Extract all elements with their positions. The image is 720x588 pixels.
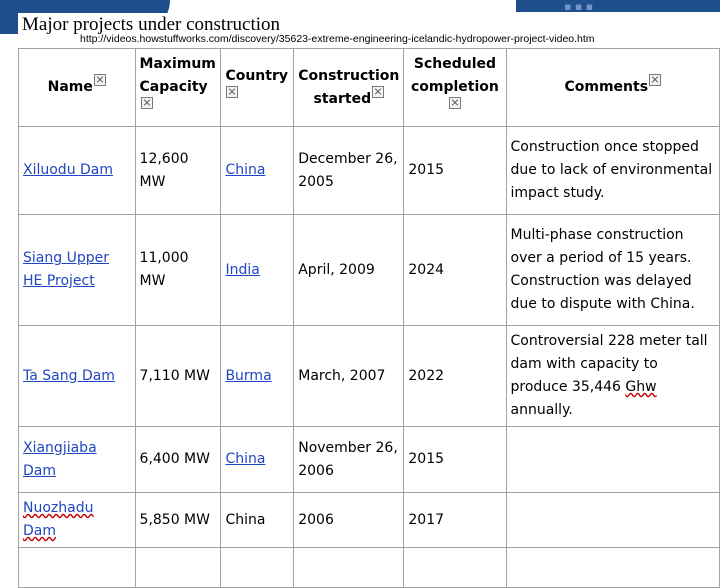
cell-country [221,548,294,588]
header-completion-line1: Scheduled [413,56,497,72]
source-link[interactable]: http://videos.howstuffworks.com/discovery/35623-extreme-engineering-icelandic-hydropower-project-video.htm [80,33,595,45]
header-started-line2: started [313,90,372,107]
dam-link[interactable]: Xiangjiaba Dam [23,439,97,479]
cell-name[interactable] [19,215,136,326]
header-country-label: Country [225,67,288,84]
cell-comment [506,427,719,493]
cell-capacity: 6,400 MW [135,427,221,493]
cell-comment: Multi-phase construction over a period of 15 years. Construction was delayed due to dispute with China. [506,215,719,326]
comment-unit: Ghw [625,379,657,395]
table-row [19,493,720,548]
header-capacity-line1: Maximum [139,56,216,72]
cell-country[interactable] [221,215,294,326]
header-completion[interactable] [404,49,506,127]
cell-name[interactable] [19,127,136,215]
cell-comment [506,493,719,548]
cell-country[interactable] [221,326,294,427]
header-started[interactable] [294,49,404,127]
table-row [19,427,720,493]
header-row [19,49,720,127]
cell-capacity: 11,000 MW [135,215,221,326]
cell-name[interactable] [19,427,136,493]
dam-link[interactable]: Ta Sang Dam [23,367,115,384]
cell-country[interactable] [221,427,294,493]
cell-started: April, 2009 [294,215,404,326]
country-link[interactable]: China [225,162,266,178]
cell-capacity: 12,600 MW [135,127,221,215]
cell-country[interactable] [221,127,294,215]
country-link[interactable]: China [225,451,266,467]
header-started-line1: Construction [298,67,400,84]
cell-completion: 2015 [404,427,506,493]
cell-started: December 26, 2005 [294,127,404,215]
header-capacity[interactable] [135,49,221,127]
cell-name [19,548,136,588]
cell-capacity: 5,850 MW [135,493,221,548]
cell-completion [404,548,506,588]
cell-comment: Construction once stopped due to lack of environmental impact study. [506,127,719,215]
slide-title: Major projects under construction [18,13,284,37]
header-capacity-line2: Capacity [139,79,208,95]
sort-filter-icon[interactable] [449,97,461,109]
cell-started: 2006 [294,493,404,548]
table-row [19,548,720,588]
cell-comment [506,548,719,588]
table-row [19,326,720,427]
table-row [19,127,720,215]
cell-name[interactable] [19,493,136,548]
cell-completion: 2022 [404,326,506,427]
projects-table [18,48,720,588]
header-comments-label: Comments [564,79,649,95]
cell-completion: 2017 [404,493,506,548]
country-link[interactable]: India [225,261,260,278]
cell-started [294,548,404,588]
dam-link[interactable]: Xiluodu Dam [23,162,114,178]
cell-name[interactable] [19,326,136,427]
header-country[interactable] [221,49,294,127]
table-row [19,215,720,326]
header-name[interactable] [19,49,136,127]
cell-completion: 2024 [404,215,506,326]
sort-filter-icon[interactable] [94,74,106,86]
banner-right-decoration: ▪▪▪ [516,0,720,12]
header-comments[interactable] [506,49,719,127]
sort-filter-icon[interactable] [649,74,661,86]
cell-started: November 26, 2006 [294,427,404,493]
header-completion-line2: completion [410,79,499,95]
cell-started: March, 2007 [294,326,404,427]
sort-filter-icon[interactable] [226,86,238,98]
comment-text: Controversial 228 meter tall dam with capacity to produce 35,446 [510,333,708,395]
projects-table-viewport[interactable] [18,48,720,539]
sort-filter-icon[interactable] [372,86,384,98]
dam-link[interactable]: Nuozhadu Dam [23,500,94,539]
comment-text-end: annually. [510,402,573,418]
country-link[interactable]: Burma [225,367,272,384]
dam-link[interactable]: Siang Upper HE Project [23,250,109,289]
cell-completion: 2015 [404,127,506,215]
sort-filter-icon[interactable] [141,97,153,109]
cell-comment [506,326,719,427]
cell-country: China [221,493,294,548]
cell-capacity: 7,110 MW [135,326,221,427]
cell-capacity [135,548,221,588]
header-name-label: Name [47,79,93,95]
